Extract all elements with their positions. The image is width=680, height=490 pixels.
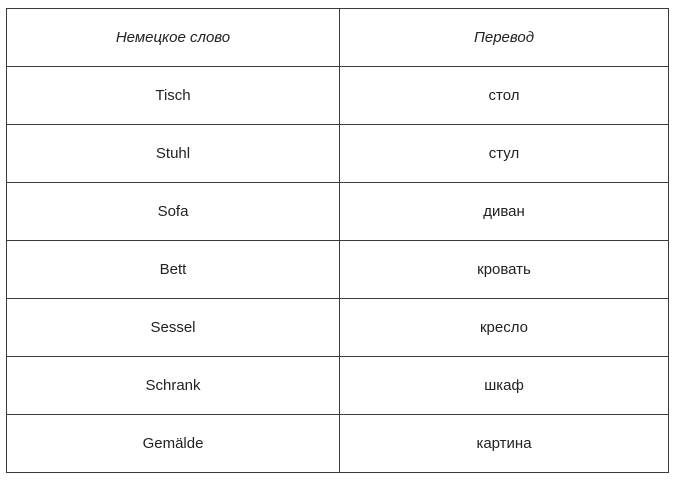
header-translation: Перевод [340,9,669,67]
german-word-cell: Schrank [7,357,340,415]
table-row [7,67,669,125]
translation-cell: кровать [340,241,669,299]
table-header-row [7,9,669,67]
translation-cell: стул [340,125,669,183]
header-german-word: Немецкое слово [7,9,340,67]
translation-cell: шкаф [340,357,669,415]
german-word-cell: Sessel [7,299,340,357]
german-word-cell: Sofa [7,183,340,241]
table-row [7,415,669,473]
german-word-cell: Bett [7,241,340,299]
table-row [7,183,669,241]
translation-cell: кресло [340,299,669,357]
vocabulary-table [6,8,669,473]
table-row [7,357,669,415]
table-row [7,299,669,357]
german-word-cell: Gemälde [7,415,340,473]
translation-cell: диван [340,183,669,241]
translation-cell: картина [340,415,669,473]
table-row [7,125,669,183]
vocabulary-table-container [6,8,669,473]
translation-cell: стол [340,67,669,125]
german-word-cell: Stuhl [7,125,340,183]
german-word-cell: Tisch [7,67,340,125]
table-row [7,241,669,299]
